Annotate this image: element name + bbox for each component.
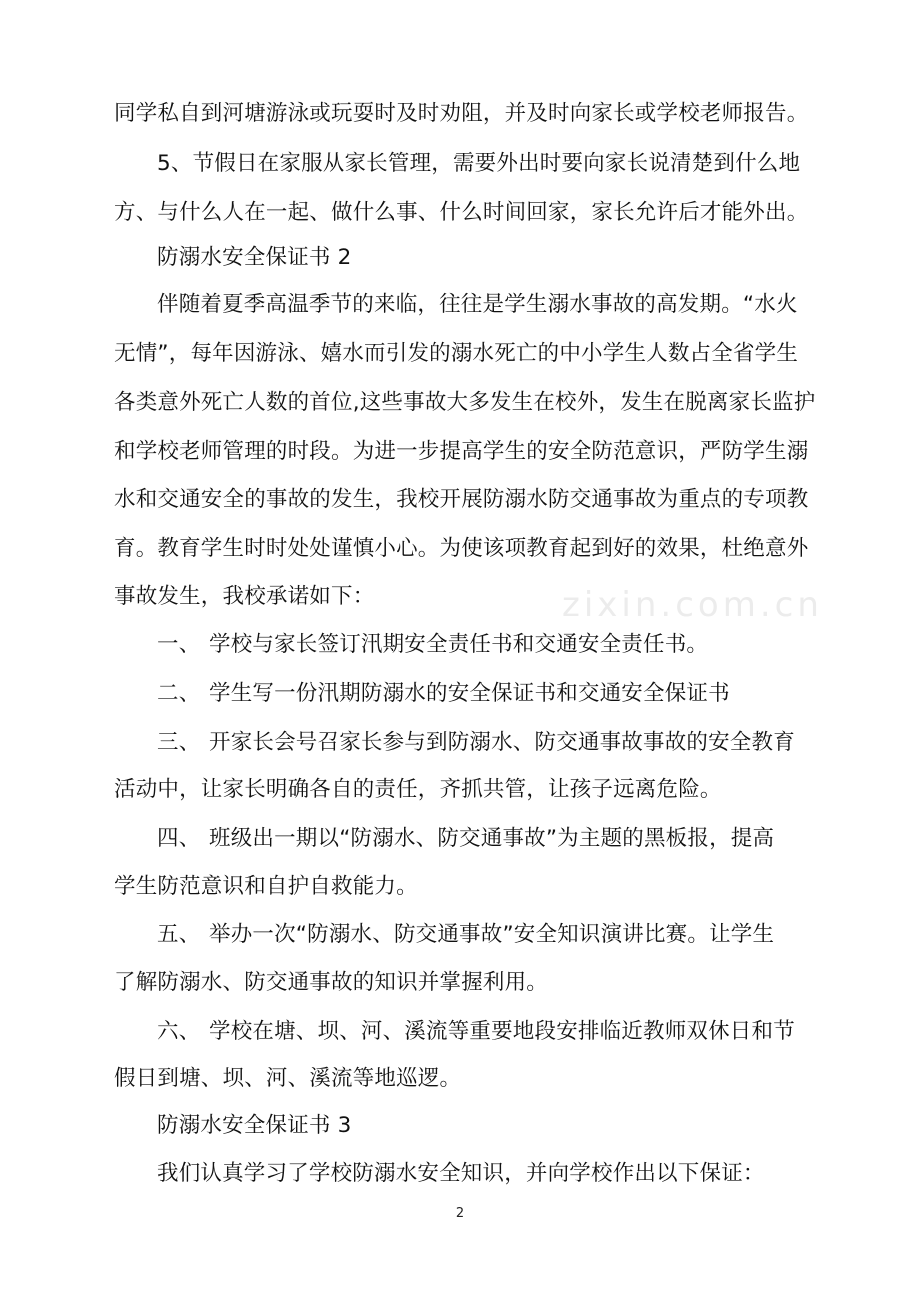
- list-item-number: 六、: [157, 1019, 201, 1044]
- list-item-text: 学生写一份汛期防溺水的安全保证书和交通安全保证书: [209, 681, 730, 706]
- paragraph-line: 各类意外死亡人数的首位,这些事故大多发生在校外，发生在脱离家长监护: [114, 390, 816, 415]
- paragraph-line: 事故发生，我校承诺如下：: [114, 584, 375, 609]
- list-item: [157, 1018, 795, 1046]
- list-item-number: 三、: [157, 730, 201, 755]
- list-item-continuation: 假日到塘、坝、河、溪流等地巡逻。: [114, 1066, 462, 1091]
- paragraph-line: 我们认真学习了学校防溺水安全知识，并向学校作出以下保证：: [157, 1161, 765, 1186]
- list-item: [157, 729, 795, 757]
- paragraph-line: 伴随着夏季高温季节的来临，往往是学生溺水事故的高发期。“水火: [157, 292, 798, 317]
- list-item-text: 举办一次“防溺水、防交通事故”安全知识演讲比赛。让学生: [209, 922, 775, 947]
- paragraph-line: 水和交通安全的事故的发生，我校开展防溺水防交通事故为重点的专项教: [114, 487, 809, 512]
- list-item: [157, 921, 774, 949]
- section-heading: 防溺水安全保证书 3: [157, 1113, 352, 1138]
- list-item-text: 开家长会号召家长参与到防溺水、防交通事故事故的安全教育: [209, 730, 795, 755]
- paragraph-line: 5、节假日在家服从家长管理，需要外出时要向家长说清楚到什么地: [157, 151, 801, 176]
- list-item: [157, 680, 730, 708]
- paragraph-line: 和学校老师管理的时段。为进一步提高学生的安全防范意识，严防学生溺: [114, 439, 809, 464]
- list-item-text: 学校在塘、坝、河、溪流等重要地段安排临近教师双休日和节: [209, 1019, 795, 1044]
- list-item-number: 二、: [157, 681, 201, 706]
- list-item-continuation: 学生防范意识和自护自救能力。: [114, 874, 418, 899]
- list-item-continuation: 活动中，让家长明确各自的责任，齐抓共管，让孩子远离危险。: [114, 777, 722, 802]
- list-item-number: 五、: [157, 922, 201, 947]
- list-item-number: 一、: [157, 632, 201, 657]
- paragraph-line: 育。教育学生时时处处谨慎小心。为使该项教育起到好的效果，杜绝意外: [114, 536, 809, 561]
- paragraph-line: 无情”，每年因游泳、嬉水而引发的溺水死亡的中小学生人数占全省学生: [114, 341, 799, 366]
- list-item-text: 班级出一期以“防溺水、防交通事故”为主题的黑板报，提高: [209, 826, 775, 851]
- page-number: 2: [455, 1206, 465, 1221]
- list-item-continuation: 了解防溺水、防交通事故的知识并掌握利用。: [114, 970, 549, 995]
- paragraph-line: 同学私自到河塘游泳或玩耍时及时劝阻，并及时向家长或学校老师报告。: [114, 101, 809, 126]
- section-heading: 防溺水安全保证书 2: [157, 245, 352, 270]
- list-item: [157, 825, 774, 853]
- list-item: [157, 631, 708, 659]
- paragraph-line: 方、与什么人在一起、做什么事、什么时间回家，家长允许后才能外出。: [114, 200, 809, 225]
- list-item-number: 四、: [157, 826, 201, 851]
- list-item-text: 学校与家长签订汛期安全责任书和交通安全责任书。: [209, 632, 709, 657]
- watermark: zixin.com.cn: [562, 585, 823, 625]
